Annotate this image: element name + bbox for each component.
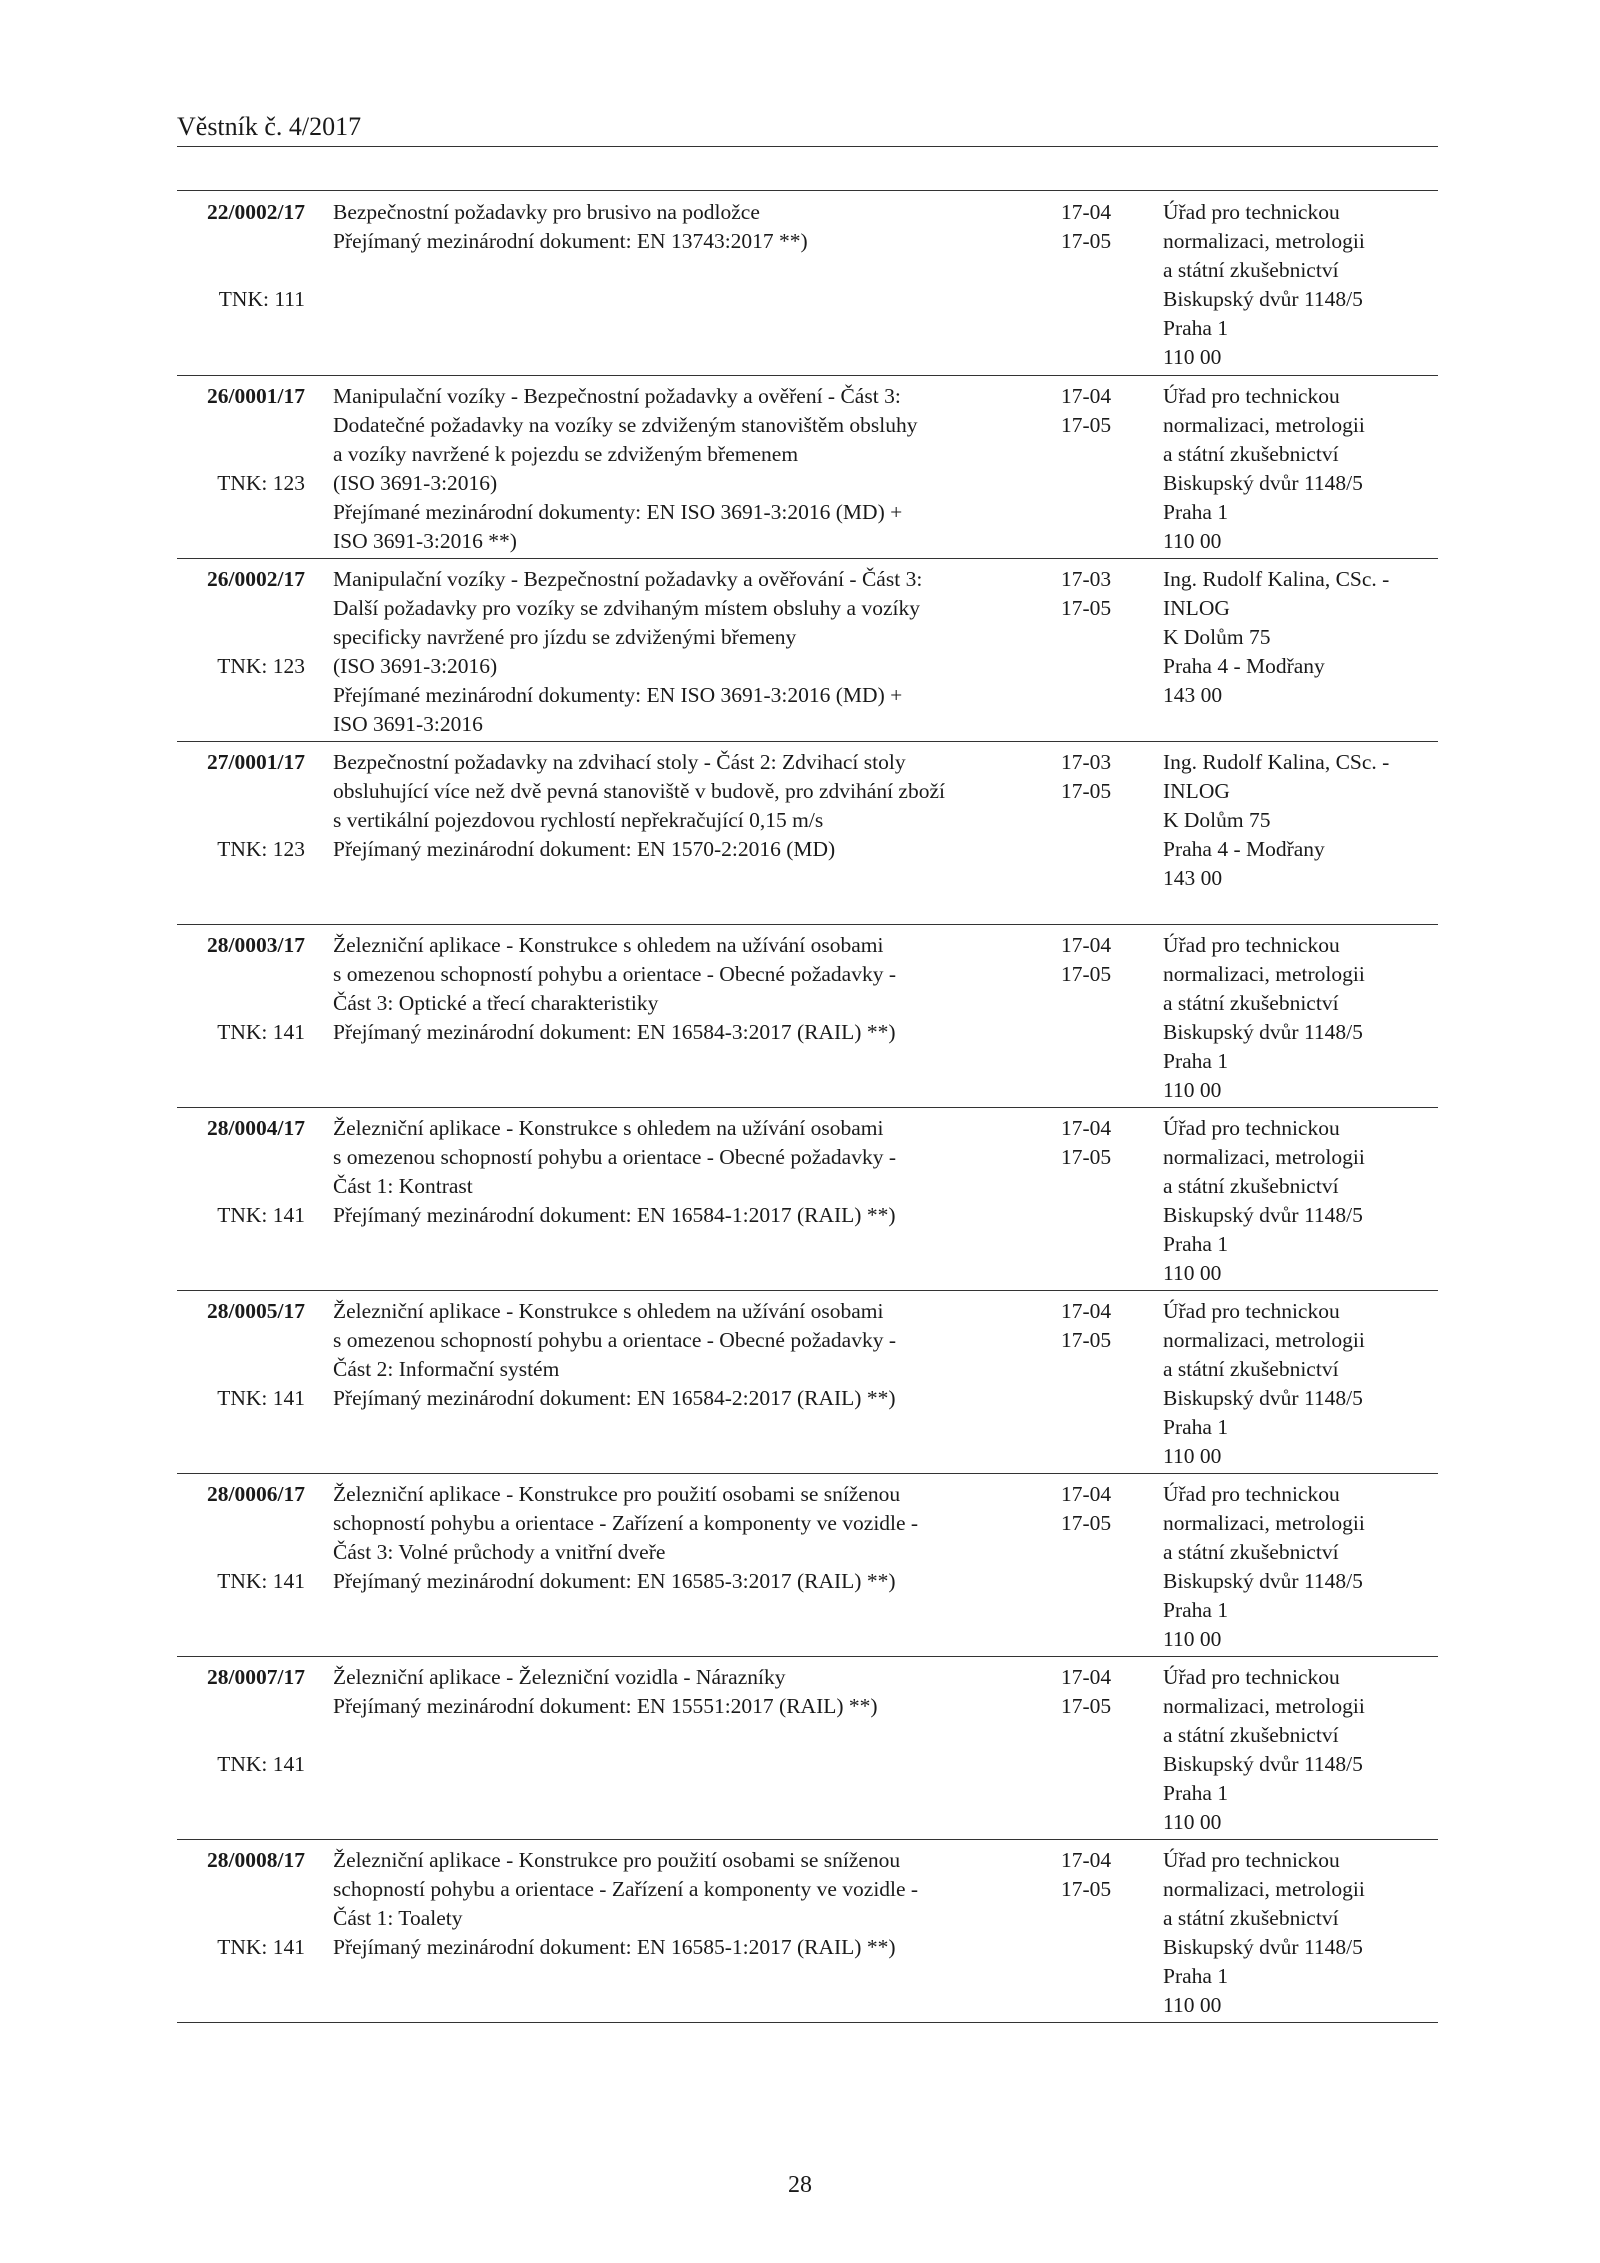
entry-code: 17-05: [1061, 413, 1112, 437]
standards-table: [177, 192, 1438, 2023]
entry-code: 17-05: [1061, 962, 1112, 986]
entry-title-line: Manipulační vozíky - Bezpečnostní požadavky a ověřování - Část 3:: [333, 567, 923, 591]
entry-code: 17-05: [1061, 229, 1112, 253]
entry-address-line: Biskupský dvůr 1148/5: [1163, 1386, 1363, 1410]
table-row: [177, 559, 1438, 742]
entry-title-line: Bezpečnostní požadavky na zdvihací stoly - Část 2: Zdvihací stoly: [333, 750, 906, 774]
entry-address-line: Úřad pro technickou: [1163, 1482, 1340, 1506]
entry-code: 17-04: [1061, 1665, 1112, 1689]
entry-tnk: TNK: 123: [217, 837, 305, 861]
entry-title-line: s omezenou schopností pohybu a orientace - Obecné požadavky -: [333, 962, 896, 986]
entry-title-line: Část 2: Informační systém: [333, 1357, 560, 1381]
entry-tnk: TNK: 141: [217, 1752, 305, 1776]
entry-code: 17-04: [1061, 1848, 1112, 1872]
entry-id: 28/0006/17: [207, 1482, 305, 1506]
entry-address-line: Praha 1: [1163, 316, 1229, 340]
entry-code: 17-05: [1061, 1511, 1112, 1535]
entry-title-line: Přejímané mezinárodní dokumenty: EN ISO 3691-3:2016 (MD) +: [333, 500, 903, 524]
entry-address-line: a státní zkušebnictví: [1163, 1174, 1339, 1198]
entry-address-line: normalizaci, metrologii: [1163, 1511, 1365, 1535]
entry-codes: [1061, 382, 1141, 440]
entry-title-line: Dodatečné požadavky na vozíky se zdviženým stanovištěm obsluhy: [333, 413, 918, 437]
entry-address-line: normalizaci, metrologii: [1163, 1877, 1365, 1901]
entry-address: [1163, 1663, 1438, 1837]
entry-address: [1163, 1846, 1438, 2020]
entry-address-line: Biskupský dvůr 1148/5: [1163, 1569, 1363, 1593]
entry-code: 17-05: [1061, 779, 1112, 803]
entry-address-line: normalizaci, metrologii: [1163, 962, 1365, 986]
table-row: [177, 1108, 1438, 1291]
entry-title: [333, 198, 1043, 256]
entry-title-line: Přejímaný mezinárodní dokument: EN 16584-1:2017 (RAIL) **): [333, 1203, 896, 1227]
entry-title-line: Bezpečnostní požadavky pro brusivo na podložce: [333, 200, 760, 224]
entry-address-line: Praha 1: [1163, 1049, 1229, 1073]
entry-codes: [1061, 1114, 1141, 1172]
entry-code: 17-05: [1061, 596, 1112, 620]
entry-address-line: INLOG: [1163, 596, 1230, 620]
table-row: [177, 1657, 1438, 1840]
entry-address-line: Ing. Rudolf Kalina, CSc. -: [1163, 750, 1390, 774]
entry-address: [1163, 1114, 1438, 1288]
entry-address: [1163, 1297, 1438, 1471]
entry-title: [333, 1663, 1043, 1721]
entry-tnk: TNK: 141: [217, 1020, 305, 1044]
entry-address-line: a státní zkušebnictví: [1163, 1357, 1339, 1381]
table-top-divider: [177, 190, 1438, 191]
entry-title-line: Část 3: Volné průchody a vnitřní dveře: [333, 1540, 666, 1564]
entry-address-line: Praha 1: [1163, 500, 1229, 524]
entry-title: [333, 1297, 1043, 1413]
entry-codes: [1061, 1297, 1141, 1355]
entry-title-line: Přejímaný mezinárodní dokument: EN 16585-3:2017 (RAIL) **): [333, 1569, 896, 1593]
entry-title-line: Železniční aplikace - Konstrukce pro použití osobami se sníženou: [333, 1848, 901, 1872]
entry-address-line: 110 00: [1163, 1261, 1222, 1285]
entry-address-line: a státní zkušebnictví: [1163, 991, 1339, 1015]
entry-address-line: Biskupský dvůr 1148/5: [1163, 1935, 1363, 1959]
entry-address-line: Praha 1: [1163, 1964, 1229, 1988]
entry-title-line: Přejímaný mezinárodní dokument: EN 16585-1:2017 (RAIL) **): [333, 1935, 896, 1959]
entry-tnk: TNK: 141: [217, 1386, 305, 1410]
entry-title: [333, 382, 1043, 556]
entry-codes: [1061, 931, 1141, 989]
entry-title-line: Železniční aplikace - Konstrukce s ohledem na užívání osobami: [333, 1116, 884, 1140]
entry-address: [1163, 748, 1438, 893]
entry-address-line: 143 00: [1163, 683, 1223, 707]
entry-codes: [1061, 748, 1141, 806]
entry-address-line: Biskupský dvůr 1148/5: [1163, 1203, 1363, 1227]
entry-title: [333, 931, 1043, 1047]
entry-tnk: TNK: 141: [217, 1935, 305, 1959]
entry-title-line: Další požadavky pro vozíky se zdvihaným místem obsluhy a vozíky: [333, 596, 920, 620]
entry-address-line: 110 00: [1163, 1810, 1222, 1834]
table-row: [177, 1840, 1438, 2023]
entry-codes: [1061, 565, 1141, 623]
entry-title-line: Část 3: Optické a třecí charakteristiky: [333, 991, 659, 1015]
entry-id: 28/0003/17: [207, 933, 305, 957]
entry-title-line: Železniční aplikace - Konstrukce pro použití osobami se sníženou: [333, 1482, 901, 1506]
entry-id: 28/0008/17: [207, 1848, 305, 1872]
entry-title: [333, 1480, 1043, 1596]
entry-address: [1163, 565, 1438, 710]
table-row: [177, 1291, 1438, 1474]
entry-title-line: s omezenou schopností pohybu a orientace - Obecné požadavky -: [333, 1145, 896, 1169]
entry-title: [333, 1114, 1043, 1230]
entry-title-line: Přejímaný mezinárodní dokument: EN 16584-2:2017 (RAIL) **): [333, 1386, 896, 1410]
entry-address-line: 110 00: [1163, 345, 1222, 369]
entry-code: 17-05: [1061, 1694, 1112, 1718]
entry-id: 28/0007/17: [207, 1665, 305, 1689]
entry-address: [1163, 1480, 1438, 1654]
entry-address-line: a státní zkušebnictví: [1163, 442, 1339, 466]
entry-codes: [1061, 1846, 1141, 1904]
entry-address-line: Praha 4 - Modřany: [1163, 837, 1325, 861]
entry-title: [333, 1846, 1043, 1962]
entry-code: 17-04: [1061, 933, 1112, 957]
entry-address-line: Praha 1: [1163, 1232, 1229, 1256]
entry-address-line: Biskupský dvůr 1148/5: [1163, 1752, 1363, 1776]
entry-title-line: schopností pohybu a orientace - Zařízení a komponenty ve vozidle -: [333, 1877, 919, 1901]
entry-address-line: 110 00: [1163, 1444, 1222, 1468]
entry-code: 17-04: [1061, 384, 1112, 408]
entry-tnk: TNK: 123: [217, 471, 305, 495]
entry-address-line: Biskupský dvůr 1148/5: [1163, 471, 1363, 495]
entry-title-line: (ISO 3691-3:2016): [333, 471, 498, 495]
entry-tnk: TNK: 111: [218, 287, 305, 311]
entry-address-line: Úřad pro technickou: [1163, 1116, 1340, 1140]
entry-codes: [1061, 198, 1141, 256]
entry-title-line: Přejímaný mezinárodní dokument: EN 16584-3:2017 (RAIL) **): [333, 1020, 896, 1044]
entry-address-line: 110 00: [1163, 1627, 1222, 1651]
entry-title-line: Železniční aplikace - Konstrukce s ohledem na užívání osobami: [333, 1299, 884, 1323]
entry-address-line: normalizaci, metrologii: [1163, 1145, 1365, 1169]
entry-tnk: TNK: 141: [217, 1569, 305, 1593]
entry-address-line: K Dolům 75: [1163, 808, 1271, 832]
table-row: [177, 925, 1438, 1108]
entry-title-line: Železniční aplikace - Železniční vozidla - Nárazníky: [333, 1665, 786, 1689]
entry-address-line: Úřad pro technickou: [1163, 384, 1340, 408]
page-number: 28: [788, 2172, 812, 2198]
entry-address-line: Biskupský dvůr 1148/5: [1163, 1020, 1363, 1044]
entry-address-line: Praha 1: [1163, 1781, 1229, 1805]
entry-codes: [1061, 1663, 1141, 1721]
entry-address-line: Praha 1: [1163, 1598, 1229, 1622]
entry-address-line: normalizaci, metrologii: [1163, 1694, 1365, 1718]
table-row: [177, 192, 1438, 376]
header-divider: [177, 146, 1438, 147]
entry-address-line: Biskupský dvůr 1148/5: [1163, 287, 1363, 311]
entry-tnk: TNK: 141: [217, 1203, 305, 1227]
entry-title-line: a vozíky navržené k pojezdu se zdviženým břemenem: [333, 442, 799, 466]
entry-title-line: Část 1: Toalety: [333, 1906, 463, 1930]
entry-address-line: Praha 1: [1163, 1415, 1229, 1439]
entry-id: 26/0002/17: [207, 567, 305, 591]
entry-address-line: Úřad pro technickou: [1163, 1848, 1340, 1872]
entry-address-line: Úřad pro technickou: [1163, 933, 1340, 957]
entry-code: 17-04: [1061, 1482, 1112, 1506]
entry-address-line: Úřad pro technickou: [1163, 1299, 1340, 1323]
entry-title-line: Část 1: Kontrast: [333, 1174, 473, 1198]
entry-title: [333, 748, 1043, 864]
entry-address-line: 110 00: [1163, 1993, 1222, 2017]
entry-title-line: (ISO 3691-3:2016): [333, 654, 498, 678]
entry-address-line: INLOG: [1163, 779, 1230, 803]
entry-title-line: Přejímané mezinárodní dokumenty: EN ISO 3691-3:2016 (MD) +: [333, 683, 903, 707]
entry-codes: [1061, 1480, 1141, 1538]
entry-address-line: normalizaci, metrologii: [1163, 229, 1365, 253]
entry-id: 26/0001/17: [207, 384, 305, 408]
entry-id: 22/0002/17: [207, 200, 305, 224]
entry-title-line: specificky navržené pro jízdu se zdviženými břemeny: [333, 625, 797, 649]
entry-title-line: Přejímaný mezinárodní dokument: EN 15551:2017 (RAIL) **): [333, 1694, 878, 1718]
page-header-title: Věstník č. 4/2017: [177, 112, 362, 141]
entry-address-line: normalizaci, metrologii: [1163, 1328, 1365, 1352]
entry-id: 28/0005/17: [207, 1299, 305, 1323]
entry-address-line: 143 00: [1163, 866, 1223, 890]
entry-id: 28/0004/17: [207, 1116, 305, 1140]
entry-title-line: Manipulační vozíky - Bezpečnostní požadavky a ověření - Část 3:: [333, 384, 901, 408]
entry-code: 17-04: [1061, 1116, 1112, 1140]
entry-title-line: Přejímaný mezinárodní dokument: EN 1570-2:2016 (MD): [333, 837, 836, 861]
entry-code: 17-04: [1061, 200, 1112, 224]
entry-title-line: Železniční aplikace - Konstrukce s ohledem na užívání osobami: [333, 933, 884, 957]
entry-address-line: Ing. Rudolf Kalina, CSc. -: [1163, 567, 1390, 591]
entry-address-line: K Dolům 75: [1163, 625, 1271, 649]
table-row: [177, 376, 1438, 559]
entry-title-line: ISO 3691-3:2016: [333, 712, 483, 736]
entry-address: [1163, 931, 1438, 1105]
entry-title-line: ISO 3691-3:2016 **): [333, 529, 517, 553]
entry-address-line: a státní zkušebnictví: [1163, 1906, 1339, 1930]
entry-title-line: schopností pohybu a orientace - Zařízení a komponenty ve vozidle -: [333, 1511, 919, 1535]
entry-address-line: Úřad pro technickou: [1163, 1665, 1340, 1689]
entry-code: 17-04: [1061, 1299, 1112, 1323]
entry-address: [1163, 198, 1438, 372]
entry-address-line: normalizaci, metrologii: [1163, 413, 1365, 437]
entry-code: 17-05: [1061, 1877, 1112, 1901]
entry-title: [333, 565, 1043, 739]
entry-address-line: Praha 4 - Modřany: [1163, 654, 1325, 678]
entry-id: 27/0001/17: [207, 750, 305, 774]
entry-title-line: s omezenou schopností pohybu a orientace - Obecné požadavky -: [333, 1328, 896, 1352]
entry-code: 17-03: [1061, 750, 1112, 774]
entry-title-line: s vertikální pojezdovou rychlostí nepřekračující 0,15 m/s: [333, 808, 824, 832]
entry-address-line: 110 00: [1163, 529, 1222, 553]
entry-code: 17-05: [1061, 1145, 1112, 1169]
entry-title-line: obsluhující více než dvě pevná stanoviště v budově, pro zdvihání zboží: [333, 779, 945, 803]
entry-code: 17-05: [1061, 1328, 1112, 1352]
entry-tnk: TNK: 123: [217, 654, 305, 678]
entry-address: [1163, 382, 1438, 556]
entry-address-line: Úřad pro technickou: [1163, 200, 1340, 224]
entry-address-line: a státní zkušebnictví: [1163, 258, 1339, 282]
entry-code: 17-03: [1061, 567, 1112, 591]
entry-address-line: a státní zkušebnictví: [1163, 1723, 1339, 1747]
table-row: [177, 742, 1438, 925]
entry-address-line: 110 00: [1163, 1078, 1222, 1102]
entry-address-line: a státní zkušebnictví: [1163, 1540, 1339, 1564]
table-row: [177, 1474, 1438, 1657]
entry-title-line: Přejímaný mezinárodní dokument: EN 13743:2017 **): [333, 229, 808, 253]
